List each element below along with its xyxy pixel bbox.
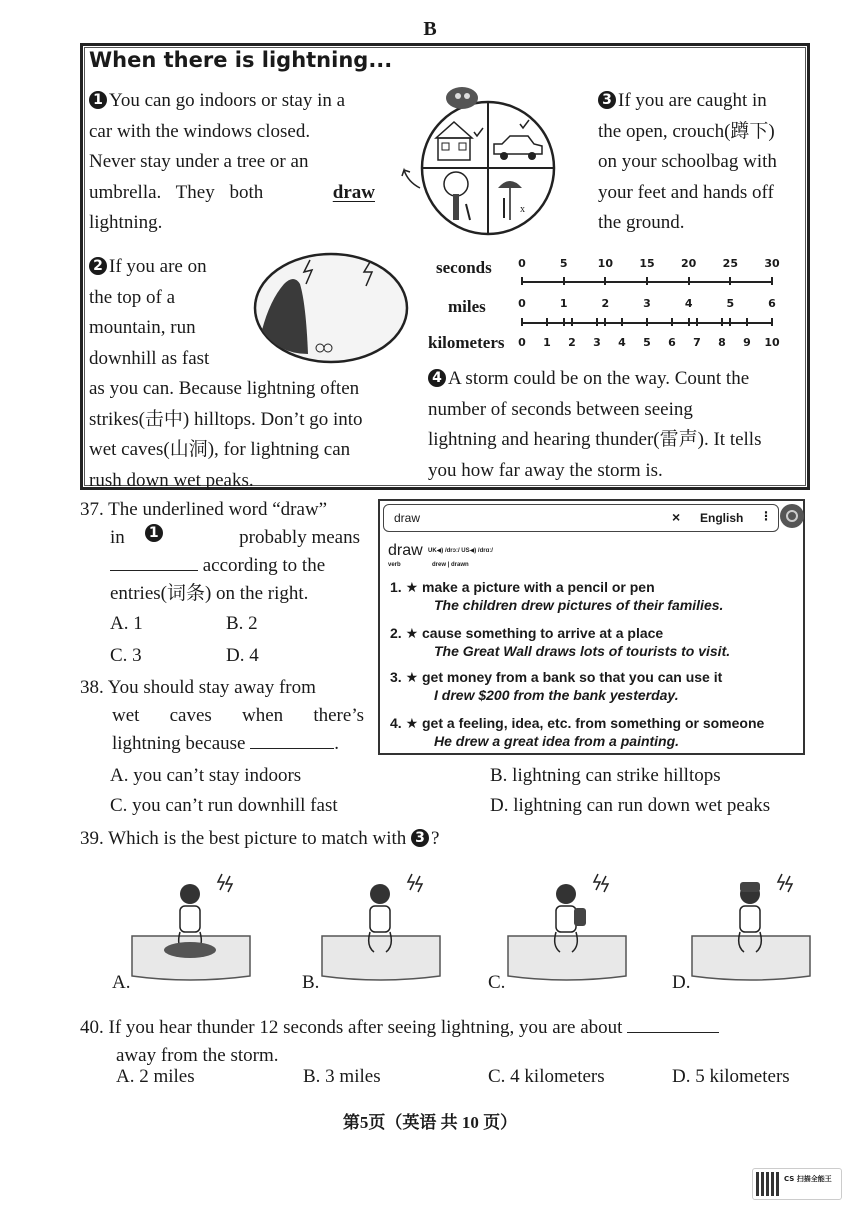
q40-line-1: 40. If you hear thunder 12 seconds after seeing lightning, you are about [80, 1017, 623, 1038]
p3-line-5: the ground. [598, 212, 685, 233]
dictionary-entry-example: I drew $200 from the bank yesterday. [434, 687, 679, 703]
seconds-tick-mark [521, 277, 523, 285]
q39-text [80, 825, 439, 853]
seconds-tick-mark [604, 277, 606, 285]
q39-option-label[interactable]: B. [302, 972, 320, 993]
p2-line-7: wet caves(山洞), for lightning can [89, 439, 351, 460]
km-tick-label: 7 [693, 336, 701, 349]
more-options-icon[interactable]: ⋮ [760, 509, 772, 523]
miles-tick-label: 2 [601, 297, 610, 310]
dictionary-pos: verb [388, 562, 401, 568]
scale-seconds-label: seconds [436, 258, 492, 277]
q40-option-a[interactable]: A. 2 miles [116, 1066, 195, 1087]
q39-option-label[interactable]: A. [112, 972, 131, 993]
dictionary-entry-definition: 3. ★ get money from a bank so that you can use it [390, 669, 723, 685]
q37-line-3: according to the [202, 555, 326, 576]
km-tick-label: 4 [618, 336, 626, 349]
miles-tick-label: 0 [518, 297, 526, 310]
q39-end: ? [431, 828, 440, 849]
underlined-word-draw: draw [332, 181, 375, 203]
q40-option-c[interactable]: C. 4 kilometers [488, 1066, 605, 1087]
km-tick-label: 6 [668, 336, 676, 349]
p4-line-4: you how far away the storm is. [428, 459, 663, 481]
seconds-tick-label: 5 [559, 257, 568, 270]
section-label: B [423, 18, 437, 40]
scale-km-label: kilometers [428, 333, 505, 352]
miles-tick-label: 3 [643, 297, 651, 310]
miles-tick-label: 1 [559, 297, 568, 310]
dictionary-forms: drew | drawn [432, 562, 469, 568]
p1-line-3: Never stay under a tree or an [89, 151, 309, 172]
p2-line-6: strikes(击中) hilltops. Don’t go into [89, 408, 363, 430]
seconds-tick-label: 0 [518, 257, 526, 270]
dictionary-entry-definition: 2. ★ cause something to arrive at a place [390, 625, 664, 641]
camera-icon[interactable] [780, 504, 804, 528]
storm-cloud-icon [446, 87, 478, 109]
km-tick-mark [571, 318, 573, 326]
curved-arrow-icon [402, 170, 420, 188]
p4-line-1: A storm could be on the way. Count the [448, 368, 750, 389]
paragraph-2-top [89, 252, 239, 374]
car-icon [494, 120, 542, 160]
q37-line-4: entries(词条) on the right. [110, 583, 309, 604]
p2-line-4: downhill as fast [89, 347, 210, 369]
km-tick-label: 3 [593, 336, 601, 349]
q37-para-ref: 1 [145, 524, 163, 542]
paragraph-2-bottom [89, 374, 399, 496]
tree-icon [444, 172, 470, 220]
seconds-tick-mark [646, 277, 648, 285]
km-tick-mark [696, 318, 698, 326]
p3-line-1: If you are caught in [618, 90, 767, 111]
q39-option-label[interactable]: C. [488, 972, 506, 993]
page-footer: 第5页（英语 共 10 页） [342, 1113, 518, 1132]
p1-line-1: You can go indoors or stay in a [109, 90, 346, 111]
km-tick-mark [546, 318, 548, 326]
q40-option-d[interactable]: D. 5 kilometers [672, 1066, 790, 1087]
passage-title: When there is lightning... [89, 48, 393, 72]
safety-circle-diagram [396, 80, 586, 240]
umbrella-icon [498, 181, 525, 220]
q37-option-d[interactable]: D. 4 [226, 645, 259, 666]
clear-icon[interactable]: × [672, 509, 681, 525]
km-tick-mark [746, 318, 748, 326]
q39-picture-a[interactable] [130, 868, 255, 988]
seconds-tick-label: 15 [639, 257, 655, 270]
p1-line-5: lightning. [89, 212, 163, 233]
q39-para-ref: 3 [411, 829, 429, 847]
p3-line-2: the open, crouch(蹲下) [598, 120, 775, 142]
q37-option-c[interactable]: C. 3 [110, 645, 142, 666]
km-tick-label: 10 [764, 336, 780, 349]
q38-option-b[interactable]: B. lightning can strike hilltops [490, 765, 721, 786]
miles-tick-label: 5 [726, 297, 735, 310]
q38-answer-blank[interactable] [250, 748, 334, 749]
p1-line-2: car with the windows closed. [89, 120, 311, 142]
paragraph-3 [598, 86, 803, 239]
seconds-tick-mark [688, 277, 690, 285]
km-tick-label: 0 [518, 336, 526, 349]
q40-option-b[interactable]: B. 3 miles [303, 1066, 381, 1087]
dictionary-entry-definition: 1. ★ make a picture with a pencil or pen [390, 579, 655, 595]
p4-line-3: lightning and hearing thunder(雷声). It tells [428, 429, 762, 450]
miles-tick-label: 6 [768, 297, 776, 310]
q37-answer-blank[interactable] [110, 570, 198, 571]
dictionary-search-input[interactable]: draw [394, 511, 421, 525]
para-3-number: 3 [598, 91, 616, 109]
seconds-tick-mark [771, 277, 773, 285]
scale-miles-label: miles [448, 297, 486, 316]
dictionary-pronunciation: UK◀) /drɔː/ US◀) /drɑː/ [428, 548, 493, 554]
p1-line-4: umbrella. They both [89, 181, 264, 203]
para-4-number: 4 [428, 369, 446, 387]
dictionary-entry-definition: 4. ★ get a feeling, idea, etc. from something or someone [390, 715, 765, 731]
mountain-picture [252, 250, 410, 366]
q39-picture-c[interactable] [506, 868, 631, 988]
q39-option-label[interactable]: D. [672, 972, 691, 993]
seconds-tick-label: 30 [764, 257, 780, 270]
km-tick-label: 9 [743, 336, 751, 349]
q38-option-a[interactable]: A. you can’t stay indoors [110, 765, 302, 786]
q40-answer-blank[interactable] [627, 1032, 719, 1033]
q37-in: in [110, 527, 125, 548]
dictionary-panel [378, 499, 805, 755]
km-tick-mark [621, 318, 623, 326]
seconds-tick-label: 10 [597, 257, 613, 270]
q37-option-a[interactable]: A. 1 [110, 613, 143, 634]
p3-line-3: on your schoolbag with [598, 151, 777, 172]
q40-text [80, 1014, 800, 1070]
q38-line-3: lightning because [112, 733, 246, 754]
km-tick-label: 2 [568, 336, 576, 349]
q38-option-d[interactable]: D. lightning can run down wet peaks [490, 795, 771, 816]
seconds-tick-mark [729, 277, 731, 285]
p2-line-2: the top of a [89, 286, 176, 308]
km-tick-label: 8 [718, 336, 726, 349]
q39-picture-b[interactable] [320, 868, 445, 988]
p3-line-4: your feet and hands off [598, 181, 774, 203]
q37-option-b[interactable]: B. 2 [226, 613, 258, 634]
km-tick-mark [771, 318, 773, 326]
q37-line-2: probably means [239, 527, 360, 548]
dictionary-entry-example: The children drew pictures of their families. [434, 597, 724, 613]
km-tick-mark [646, 318, 648, 326]
km-tick-mark [596, 318, 598, 326]
watermark-text: CS 扫描全能王 [784, 1175, 832, 1183]
p2-line-5: as you can. Because lightning often [89, 378, 360, 399]
q39-picture-d[interactable] [690, 868, 815, 988]
q37-line-1: 37. The underlined word “draw” [80, 499, 328, 520]
q39-stem: 39. Which is the best picture to match with [80, 828, 407, 849]
q37-text [80, 496, 360, 608]
p4-line-2: number of seconds between seeing [428, 398, 693, 420]
house-icon [436, 122, 483, 160]
seconds-tick-label: 20 [681, 257, 697, 270]
km-tick-mark [721, 318, 723, 326]
dictionary-entry-example: He drew a great idea from a painting. [434, 733, 680, 749]
language-selector[interactable]: English [700, 511, 744, 525]
p2-line-1: If you are on [109, 256, 207, 277]
seconds-tick-mark [563, 277, 565, 285]
paragraph-4 [428, 364, 800, 486]
p2-line-8: rush down wet peaks. [89, 469, 254, 491]
scanner-watermark [752, 1168, 842, 1200]
q38-line-2: wet caves when there’s [112, 705, 364, 726]
dictionary-search-bar[interactable] [383, 504, 779, 532]
seconds-tick-label: 25 [722, 257, 738, 270]
para-2-number: 2 [89, 257, 107, 275]
q38-line-1: 38. You should stay away from [80, 677, 316, 698]
km-tick-label: 1 [543, 336, 551, 349]
q38-option-c[interactable]: C. you can’t run downhill fast [110, 795, 338, 816]
km-tick-mark [671, 318, 673, 326]
qr-code-icon [756, 1172, 780, 1196]
paragraph-1 [89, 86, 375, 239]
svg-text:x: x [520, 204, 525, 215]
km-tick-label: 5 [643, 336, 651, 349]
para-1-number: 1 [89, 91, 107, 109]
km-tick-mark [521, 318, 523, 326]
dictionary-entry-example: The Great Wall draws lots of tourists to visit. [434, 643, 731, 659]
p2-line-3: mountain, run [89, 317, 196, 338]
q38-text: 38. You should stay away from wet caves when there’s lightning because . [80, 674, 364, 758]
q40-line-2: away from the storm. [116, 1045, 279, 1066]
dictionary-headword: draw [388, 542, 423, 559]
miles-tick-label: 4 [684, 297, 693, 310]
